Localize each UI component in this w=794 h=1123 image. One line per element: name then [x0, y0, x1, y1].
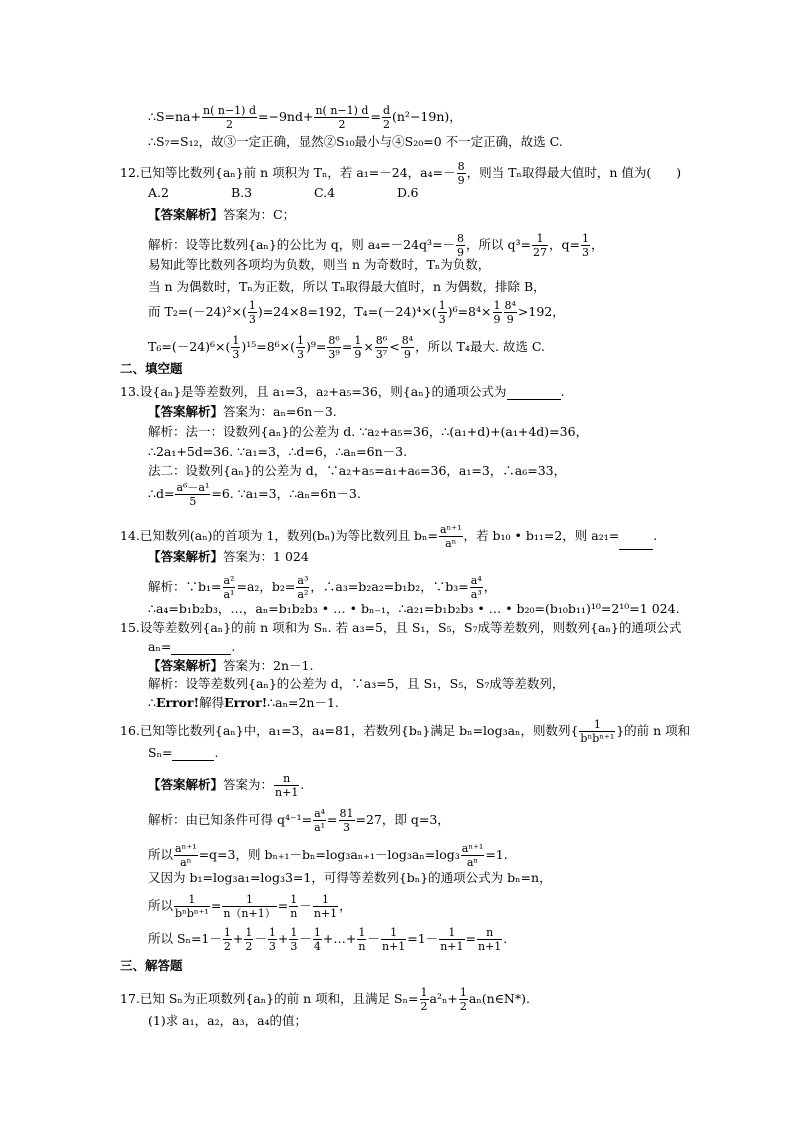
denominator: aⁿ: [445, 537, 457, 550]
fraction: [353, 334, 362, 361]
text: 12.已知等比数列{aₙ}前 n 项积为 Tₙ，若 a₁=－24，a₄=－: [120, 165, 456, 180]
text: ∴: [148, 695, 156, 710]
text: .: [560, 384, 565, 399]
analysis-line: [148, 807, 450, 834]
answer-line: [148, 549, 309, 565]
numerator: 1: [582, 232, 589, 245]
analysis-line: [148, 299, 565, 326]
numerator: a³: [297, 574, 309, 587]
text: ，若 b₁₀ • b₁₁=2，则 a₂₁=: [463, 528, 620, 543]
answer-tag: 【答案解析】: [148, 658, 224, 673]
numerator: 1: [381, 926, 406, 940]
text: ，: [591, 237, 604, 252]
fraction: [268, 926, 277, 953]
denominator: n+1: [313, 907, 338, 920]
numerator: a²: [223, 574, 235, 587]
text: =−9nd+: [258, 109, 314, 124]
denominator: 3⁹: [328, 348, 340, 361]
denominator: 3: [268, 940, 276, 953]
text: )=24×8=192，T₄=(－24)⁴×(: [257, 304, 437, 319]
fraction: [420, 986, 429, 1013]
text: －: [367, 931, 380, 946]
solution-line: ∴S₇=S₁₂，故③一定正确，显然②S₁₀最小与④S₂₀=0 不一定正确，故选 C.: [148, 134, 563, 149]
question-17-stem: [120, 986, 530, 1013]
numerator: n( n−1) d: [315, 104, 369, 117]
text: ，: [483, 579, 497, 594]
answer-tag: 【答案解析】: [148, 207, 224, 222]
fraction: [339, 807, 355, 834]
fraction: [327, 334, 340, 361]
fraction: [244, 926, 253, 953]
numerator: n: [477, 926, 502, 940]
numerator: aⁿ⁺¹: [439, 523, 462, 536]
answer-tag: 【答案解析】: [148, 549, 224, 564]
answer-text: 答案为：: [223, 777, 274, 792]
denominator: 9: [506, 313, 514, 326]
question-14-stem: [120, 523, 657, 550]
text: .: [653, 528, 658, 543]
analysis-line: 易知此等比数列各项均为负数，则当 n 为奇数时，Tₙ为负数，: [148, 257, 491, 272]
answer-tag: 【答案解析】: [148, 404, 224, 419]
fraction: [175, 481, 210, 508]
fraction: [223, 926, 232, 953]
answer-line: [148, 404, 337, 420]
text: 所以: [148, 898, 174, 913]
fraction: [438, 299, 447, 326]
denominator: 2: [226, 118, 233, 131]
analysis-line: [148, 574, 496, 601]
numerator: a⁴: [314, 807, 326, 820]
text: ，: [339, 898, 352, 913]
fraction: [375, 334, 388, 361]
text: =q=3，则 bₙ₊₁－bₙ=log₃aₙ₊₁－log₃aₙ=log₃: [198, 847, 460, 862]
answer-text: 答案为：1 024: [223, 549, 309, 564]
solution-line: [148, 104, 462, 131]
text: )⁹=: [306, 339, 327, 354]
numerator: 1: [459, 986, 467, 999]
question-16-stem-cont: [148, 745, 218, 761]
analysis-line: [148, 232, 604, 259]
text: .: [214, 745, 219, 760]
question-12-option-a: A.2: [148, 185, 169, 200]
answer-text: 答案为：2n－1.: [223, 658, 314, 673]
fraction: [382, 104, 391, 131]
denominator: 9: [457, 174, 465, 187]
fraction: [459, 986, 468, 1013]
text: =: [465, 931, 476, 946]
denominator: n+1: [477, 940, 502, 953]
text: －: [254, 931, 267, 946]
numerator: n( n−1) d: [203, 104, 257, 117]
denominator: 2: [382, 118, 390, 131]
analysis-line: 又因为 b₁=log₃a₁=log₃3=1，可得等差数列{bₙ}的通项公式为 bₙ=n，: [148, 870, 552, 885]
answer-blank: [619, 537, 653, 550]
text: =27，即 q=3，: [355, 812, 450, 827]
text: 解析：由已知条件可得 q⁴⁻¹=: [148, 812, 313, 827]
denominator: bⁿbⁿ⁺¹: [580, 732, 615, 745]
analysis-line: [148, 695, 339, 711]
numerator: 1: [493, 299, 501, 312]
text: ，所以 T₄最大. 故选 C.: [415, 339, 545, 354]
fraction: [381, 926, 406, 953]
fraction: [174, 893, 210, 920]
numerator: 1: [313, 926, 321, 939]
text: ∴aₙ=2n－1.: [267, 695, 339, 710]
text: +: [277, 931, 289, 946]
section-title: 二、填空题: [120, 361, 183, 376]
denominator: 2: [459, 1000, 467, 1013]
answer-line: [148, 658, 313, 674]
text: =: [370, 109, 381, 124]
text: +…+: [322, 931, 357, 946]
text: =: [327, 812, 338, 827]
denominator: 2: [420, 1000, 428, 1013]
fraction: [532, 232, 548, 259]
denominator: 9: [354, 348, 362, 361]
text: a²ₙ+: [429, 991, 458, 1006]
text: ，则当 Tₙ取得最大值时，n 值为( ): [466, 165, 682, 180]
fraction: [289, 926, 298, 953]
denominator: n+1: [381, 940, 406, 953]
numerator: 1: [313, 893, 338, 907]
text: =: [341, 339, 353, 354]
denominator: 3: [297, 348, 305, 361]
text: =1.: [485, 847, 508, 862]
denominator: 3: [248, 313, 256, 326]
numerator: a⁶－a¹: [176, 481, 210, 494]
numerator: 1: [439, 926, 464, 940]
denominator: 9: [493, 313, 501, 326]
answer-text: 答案为：aₙ=6n－3.: [223, 404, 337, 419]
denominator: n+1: [440, 940, 464, 953]
error-marker: Error!: [155, 695, 200, 710]
text: 解析：∵b₁=: [148, 579, 222, 594]
numerator: 1: [290, 893, 298, 906]
analysis-line: ∴a₄=b₁b₂b₃，…，aₙ=b₁b₂b₃ • … • bₙ₋₁，∴a₂₁=b₁b₂b₃ • … • b₂₀=(b₁₀b₁₁)¹⁰=2¹⁰=1 024.: [148, 601, 680, 616]
fraction: [274, 772, 299, 799]
denominator: a²: [297, 588, 309, 601]
denominator: a³: [470, 588, 482, 601]
denominator: n+1: [275, 786, 299, 799]
numerator: 1: [222, 893, 276, 907]
text: －: [299, 898, 312, 913]
text: 解析：设等比数列{aₙ}的公比为 q，则 a₄=－24q³=－: [148, 237, 456, 252]
numerator: 1: [248, 299, 256, 312]
numerator: 1: [174, 893, 210, 907]
fraction: [296, 574, 309, 601]
numerator: 1: [223, 926, 231, 939]
numerator: 1: [268, 926, 276, 939]
denominator: bⁿbⁿ⁺¹: [175, 907, 209, 920]
fraction: [313, 893, 338, 920]
denominator: 9: [457, 246, 465, 259]
answer-blank: [507, 387, 561, 400]
text: =1－: [407, 931, 439, 946]
fraction: [313, 926, 322, 953]
fraction: [248, 299, 257, 326]
text: =6. ∵a₁=3，∴aₙ=6n－3.: [211, 486, 361, 501]
numerator: a⁴: [470, 574, 482, 587]
numerator: 8⁶: [328, 334, 340, 347]
text: )¹⁵=8⁶×(: [241, 339, 296, 354]
text: 16.已知等比数列{aₙ}中，a₁=3，a₄=81，若数列{bₙ}满足 bₙ=log₃aₙ，则数列{: [120, 723, 579, 738]
text: Sₙ=: [148, 745, 173, 760]
fraction: [504, 299, 517, 326]
text: }的前 n 项和: [616, 723, 691, 738]
fraction: [461, 842, 485, 869]
text: 所以: [148, 847, 174, 862]
fraction: [493, 299, 502, 326]
denominator: 3: [290, 940, 298, 953]
text: aₙ=: [148, 639, 172, 654]
answer-tag: 【答案解析】: [148, 777, 224, 792]
analysis-line: [148, 842, 508, 869]
numerator: 1: [532, 232, 548, 246]
denominator: 2: [223, 940, 231, 953]
answer-text: 答案为：C；: [223, 207, 296, 222]
fraction: [222, 893, 276, 920]
text: (n²−19n)，: [392, 109, 462, 124]
question-13-stem: [120, 384, 565, 400]
text: .: [300, 777, 305, 792]
answer-blank: [171, 642, 231, 655]
numerator: n: [274, 772, 299, 786]
text: aₙ(n∈N*).: [468, 991, 530, 1006]
denominator: aⁿ: [466, 856, 479, 869]
numerator: aⁿ⁺¹: [461, 842, 484, 855]
denominator: n: [358, 940, 366, 953]
numerator: 1: [358, 926, 366, 939]
question-15-stem: 15.设等差数列{aₙ}的前 n 项和为 Sₙ. 若 a₃=5，且 S₁，S₅，S₇成等差数列，则数列{aₙ}的通项公式: [120, 620, 682, 635]
answer-blank: [172, 748, 214, 761]
text: +: [232, 931, 244, 946]
fraction: [357, 926, 366, 953]
fraction: [457, 160, 466, 187]
text: ∴d=: [148, 486, 175, 501]
fraction: [581, 232, 590, 259]
text: 而 T₂=(－24)²×(: [148, 304, 247, 319]
text: 解得: [199, 695, 225, 710]
numerator: 1: [438, 299, 446, 312]
denominator: 3: [438, 313, 446, 326]
text: ∴S: [148, 109, 165, 124]
numerator: d: [382, 104, 390, 117]
text: =: [210, 898, 222, 913]
denominator: 4: [313, 940, 321, 953]
fraction: [314, 104, 369, 131]
text: >192，: [517, 304, 565, 319]
numerator: aⁿ⁺¹: [175, 842, 197, 855]
denominator: 27: [533, 246, 548, 259]
fraction: [202, 104, 257, 131]
text: 17.已知 Sₙ为正项数列{aₙ}的前 n 项和，且满足 Sₙ=: [120, 991, 419, 1006]
text: .: [503, 931, 508, 946]
denominator: 3: [582, 246, 589, 259]
question-17-part-1: (1)求 a₁，a₂，a₃，a₄的值；: [148, 1013, 308, 1028]
analysis-line: ∴2a₁+5d=36. ∵a₁=3，∴d=6，∴aₙ=6n－3.: [148, 444, 408, 459]
text: =a₂，b₂=: [236, 579, 296, 594]
text: 13.设{aₙ}是等差数列，且 a₁=3，a₂+a₅=36，则{aₙ}的通项公式为: [120, 384, 507, 399]
analysis-line: 法二：设数列{aₙ}的公差为 d，∵a₂+a₅=a₁+a₆=36，a₁=3，∴a₆=33，: [148, 463, 567, 478]
text: T₆=(－24)⁶×(: [148, 339, 231, 354]
denominator: 5: [189, 495, 197, 508]
text: ×: [363, 339, 374, 354]
analysis-line: [148, 893, 352, 920]
fraction: [313, 807, 326, 834]
analysis-line: [148, 334, 545, 361]
text: =na: [164, 109, 191, 124]
fraction: [439, 926, 464, 953]
fraction: [296, 334, 305, 361]
fraction: [477, 926, 502, 953]
analysis-line: 当 n 为偶数时，Tₙ为正数，所以 Tₙ取得最大值时，n 为偶数，排除 B，: [148, 279, 546, 294]
question-12-option-b: B.3: [231, 185, 253, 200]
fraction: [289, 893, 298, 920]
numerator: 1: [290, 926, 298, 939]
denominator: 2: [338, 118, 346, 131]
text: 14.已知数列(aₙ)的首项为 1，数列(bₙ)为等比数列且 bₙ=: [120, 528, 438, 543]
question-12-option-c: C.4: [314, 185, 336, 200]
question-16-stem: [120, 718, 690, 745]
denominator: 3: [232, 348, 240, 361]
fraction: [231, 334, 240, 361]
denominator: 3: [343, 821, 351, 834]
numerator: 1: [232, 334, 240, 347]
text: .: [231, 639, 236, 654]
numerator: 8: [457, 160, 465, 173]
analysis-line: [148, 926, 507, 953]
denominator: n: [290, 907, 298, 920]
numerator: 1: [245, 926, 253, 939]
question-12-option-d: D.6: [397, 185, 419, 200]
fraction: [223, 574, 236, 601]
denominator: n（n+1）: [223, 907, 276, 920]
text: －: [299, 931, 312, 946]
fraction: [456, 232, 465, 259]
fraction: [579, 718, 615, 745]
denominator: aⁿ: [180, 856, 192, 869]
fraction: [470, 574, 483, 601]
question-15-stem-cont: [148, 639, 235, 655]
numerator: 1: [354, 334, 362, 347]
answer-line: [148, 207, 295, 223]
question-12-stem: [120, 160, 681, 187]
numerator: 8⁴: [401, 334, 414, 347]
numerator: 1: [420, 986, 428, 999]
numerator: 8⁴: [504, 299, 516, 312]
text: ，q=: [549, 237, 580, 252]
text: <: [389, 339, 400, 354]
text: =: [277, 898, 289, 913]
fraction: [439, 523, 463, 550]
fraction: [174, 842, 198, 869]
text: ，∴a₃=b₂a₂=b₁b₂，∵b₃=: [310, 579, 469, 594]
numerator: 1: [297, 334, 305, 347]
text: ，所以 q³=: [466, 237, 532, 252]
answer-line: [148, 772, 304, 799]
error-marker: Error!: [224, 695, 268, 710]
analysis-line: [148, 481, 361, 508]
denominator: 9: [403, 348, 411, 361]
analysis-line: 解析：法一：设数列{aₙ}的公差为 d. ∵a₂+a₅=36，∴(a₁+d)+(a₁+4d)=36，: [148, 424, 589, 439]
numerator: 1: [579, 718, 615, 732]
section-title: 三、解答题: [120, 958, 183, 973]
text: )⁶=8⁴×: [447, 304, 492, 319]
fraction: [401, 334, 414, 361]
denominator: 3⁷: [375, 348, 388, 361]
denominator: a¹: [314, 821, 326, 834]
analysis-line: 解析：设等差数列{aₙ}的公差为 d，∵a₃=5，且 S₁，S₅，S₇成等差数列，: [148, 676, 565, 691]
text: +: [190, 109, 201, 124]
numerator: 8: [457, 232, 465, 245]
denominator: 2: [245, 940, 253, 953]
denominator: a¹: [223, 588, 235, 601]
numerator: 81: [339, 807, 354, 820]
text: 所以 Sₙ=1－: [148, 931, 222, 946]
numerator: 8⁶: [375, 334, 388, 347]
